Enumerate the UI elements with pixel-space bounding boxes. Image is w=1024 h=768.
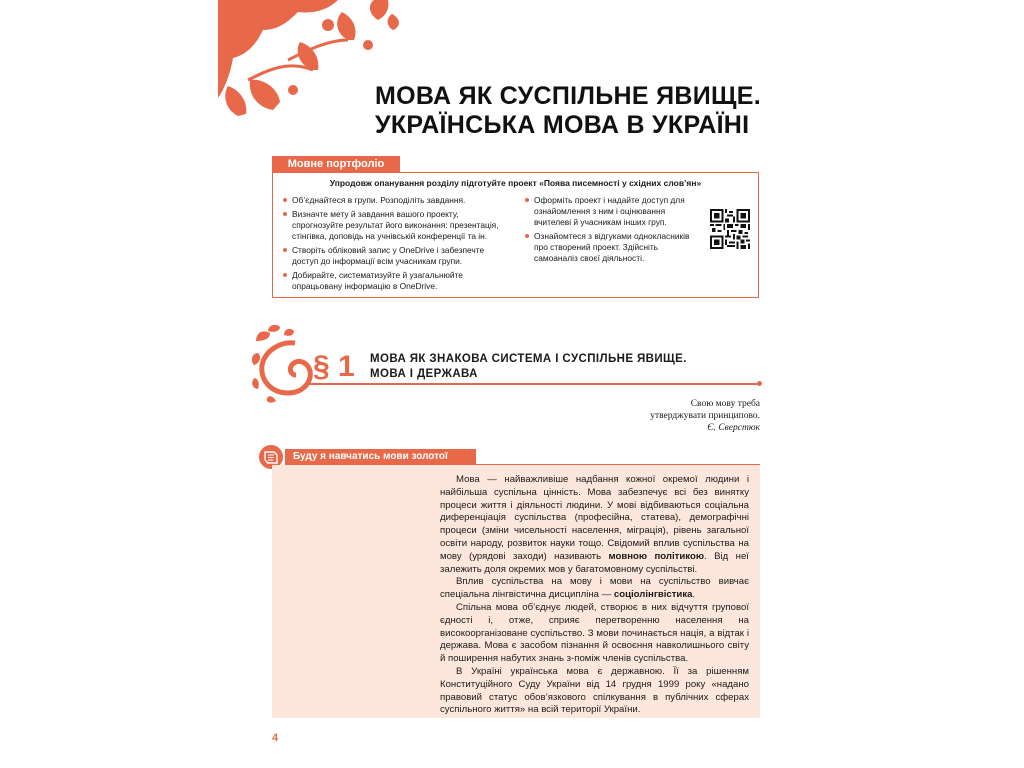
epigraph-author: Є. Сверстюк (707, 423, 760, 433)
portfolio-left-list (283, 195, 508, 295)
list-item: Визначте мету й завдання вашого проекту, спрогнозуйте результат його виконання: презентація, стінгівка, доповідь на учнівській конференції та ін. (283, 209, 508, 242)
main-text (440, 474, 749, 717)
chapter-title (375, 82, 761, 140)
qr-code-icon[interactable] (710, 209, 750, 249)
section-number: § 1 (313, 350, 355, 383)
term-language-policy: мовною політикою (608, 550, 705, 562)
paragraph: Мова — найважливіше надбання кожної окремої людини і найбільша суспільна цінність. Мова забезпечує всі без винятку процеси життя і діяльності людини. У мові відбиваються соціальна диференціація суспільства (професійна, статева), демографічні процеси (зміни чисельності населення, міграція), рівень загальної освіти народу, розвиток науки тощо. Свідомий вплив суспільства на мову (урядові заходи) називають мовною політикою. Від неї залежить доля окремих мов у багатомовному суспільстві. (440, 474, 749, 575)
page-number: 4 (272, 732, 279, 744)
list-item: Ознайомтеся з відгуками однокласників про створений проект. Здійсніть самоаналіз своєї діяльності. (525, 231, 693, 264)
epigraph-text: Свою мову треба утверджувати принципово. (650, 399, 760, 421)
section-title (370, 352, 687, 382)
section-divider-dot (757, 381, 762, 386)
chapter-title-line1: МОВА ЯК СУСПІЛЬНЕ ЯВИЩЕ. (375, 82, 761, 110)
portfolio-box (272, 172, 759, 298)
portfolio-tab: Мовне портфоліо (272, 156, 400, 173)
paragraph: Вплив суспільства на мову і мови на суспільство вивчає спеціальна лінгвістична дисципліна — соціолінгвістика. (440, 576, 749, 601)
list-item: Створіть обліковий запис у OneDrive і забезпечте доступ до інформації всім учасникам групи. (283, 245, 508, 267)
list-item: Оформіть проект і надайте доступ для ознайомлення з ним і оцінювання вчителеві й учасникам інших груп. (525, 195, 693, 228)
list-item: Добирайте, систематизуйте й узагальнюйте опрацьовану інформацію в OneDrive. (283, 270, 508, 292)
section-title-line1: МОВА ЯК ЗНАКОВА СИСТЕМА І СУСПІЛЬНЕ ЯВИЩЕ. (370, 353, 687, 365)
portfolio-intro: Упродовж опанування розділу підготуйте проект «Поява писемності у східних слов’ян» (329, 178, 702, 188)
section-divider (308, 383, 760, 385)
term-sociolinguistics: соціолінгвістика (613, 589, 693, 601)
list-item: Об’єднайтеся в групи. Розподіліть завдання. (283, 195, 508, 206)
paragraph: В Україні українська мова є державною. Її за рішенням Конституційного Суду України від 14 грудня 1999 року «надано правовий статус обов’язкового спілкування в публічних сферах суспільного життя» на всій території України. (440, 665, 749, 716)
section-ornament-icon (250, 323, 320, 403)
epigraph (640, 398, 760, 434)
portfolio-right-list (525, 195, 693, 267)
rubric-tab: Буду я навчатись мови золотої (285, 449, 476, 465)
chapter-title-line2: УКРАЇНСЬКА МОВА В УКРАЇНІ (375, 111, 750, 139)
section-title-line2: МОВА І ДЕРЖАВА (370, 368, 478, 380)
paragraph: Спільна мова об’єднує людей, створює в них відчуття групової єдності і, отже, сприяє перетворенню населення на високоорганізоване суспільство. З мови починається нація, а відтак і держава. Мова є засобом пізнання й освоєння навколишнього світу й поширення набутих знань з-поміж членів суспільства. (440, 601, 749, 665)
